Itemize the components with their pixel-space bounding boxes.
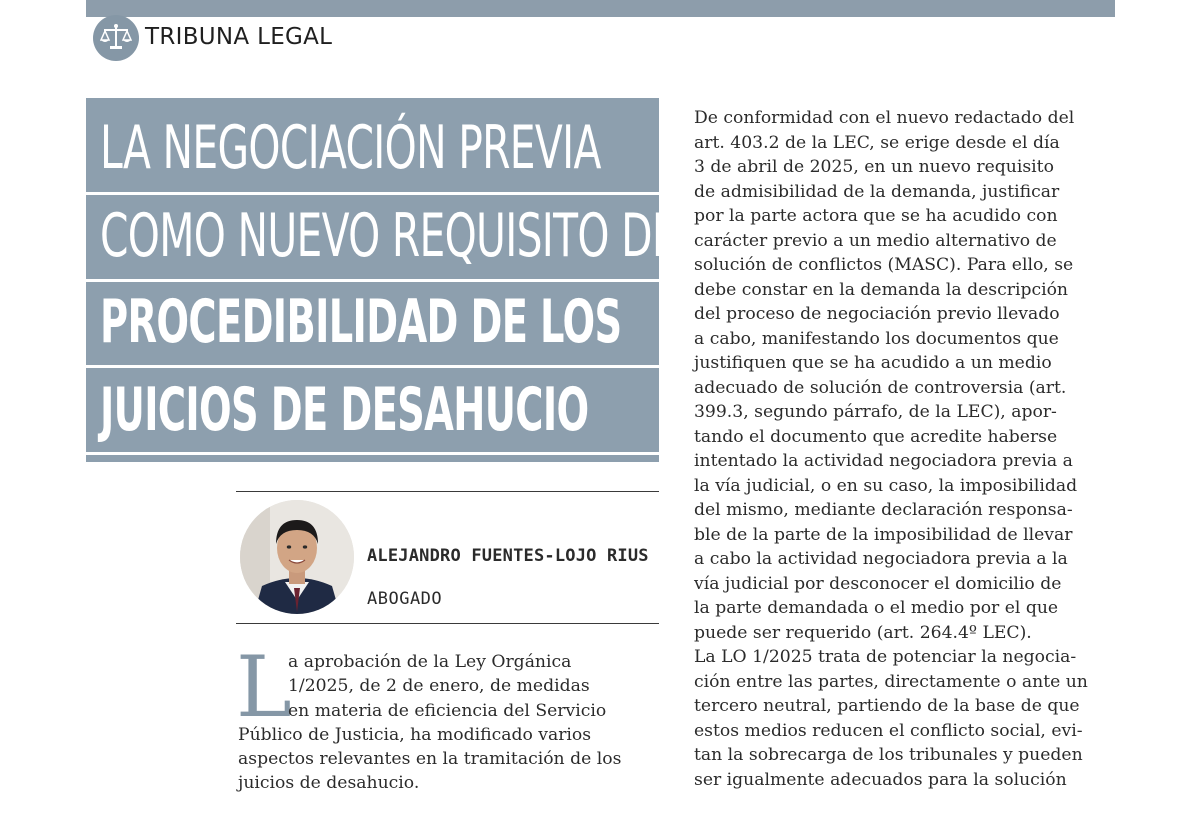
text-line: la parte demandada o el medio por el que	[694, 598, 1059, 618]
text-line: a cabo la actividad negociadora previa a la	[694, 549, 1068, 569]
author-bottom-rule	[236, 623, 659, 624]
section-badge	[93, 15, 139, 61]
text-line: Público de Justicia, ha modificado varios	[238, 724, 592, 745]
text-line: 1/2025, de 2 de enero, de medidas	[288, 676, 590, 697]
text-line: tando el documento que acredite haberse	[694, 426, 1058, 447]
text-line: por la parte actora que se ha acudido con	[694, 206, 1058, 226]
text-line: art. 403.2 de la LEC, se erige desde el día	[694, 132, 1060, 153]
text-line: intentado la actividad negociadora previa a	[694, 451, 1073, 471]
headline-divider	[86, 365, 659, 368]
headline-line-3: PROCEDIBILIDAD DE LOS	[100, 287, 622, 357]
text-line: solución de conflictos (MASC). Para ello, se	[694, 255, 1074, 275]
author-photo	[240, 500, 354, 614]
headline-divider	[86, 192, 659, 195]
text-line: La LO 1/2025 trata de potenciar la negocia-	[694, 647, 1077, 667]
text-line: estos medios reducen el conflicto social, evi-	[694, 720, 1083, 741]
text-line: adecuado de solución de controversia (art.	[694, 377, 1067, 398]
text-line: ser igualmente adecuados para la solución	[694, 769, 1067, 790]
text-line: a aprobación de la Ley Orgánica	[288, 652, 572, 672]
headline-box	[86, 98, 677, 462]
text-line: ción entre las partes, directamente o ante un	[694, 671, 1088, 692]
text-line: justifiquen que se ha acudido a un medio	[694, 353, 1052, 373]
drop-cap: L	[236, 638, 292, 736]
text-line: aspectos relevantes en la tramitación de los	[238, 749, 622, 770]
text-line: en materia de eficiencia del Servicio	[288, 700, 607, 721]
text-line: carácter previo a un medio alternativo de	[694, 230, 1057, 251]
headline-divider	[86, 452, 659, 455]
text-line: de admisibilidad de la demanda, justificar	[694, 181, 1060, 202]
section-label: TRIBUNA LEGAL	[145, 24, 333, 50]
author-top-rule	[236, 491, 659, 492]
text-line: tercero neutral, partiendo de la base de que	[694, 696, 1080, 716]
text-line: vía judicial por desconocer el domicilio de	[694, 573, 1062, 594]
text-line: juicios de desahucio.	[238, 773, 420, 794]
scales-icon	[100, 23, 132, 53]
author-role: ABOGADO	[367, 589, 443, 609]
intro-paragraph	[236, 638, 658, 796]
text-line: a cabo, manifestando los documentos que	[694, 328, 1059, 349]
text-line: ble de la parte de la imposibilidad de llevar	[694, 524, 1073, 545]
text-line: la vía judicial, o en su caso, la imposibilidad	[694, 475, 1078, 496]
headline-line-4: JUICIOS DE DESAHUCIO	[100, 375, 589, 445]
author-portrait	[240, 500, 354, 614]
text-line: 3 de abril de 2025, en un nuevo requisito	[694, 157, 1054, 177]
text-line: 399.3, segundo párrafo, de la LEC), apor-	[694, 402, 1057, 422]
headline-line-2: COMO NUEVO REQUISITO DE	[100, 201, 677, 271]
text-line: del proceso de negociación previo llevado	[694, 304, 1060, 324]
text-line: debe constar en la demanda la descripción	[694, 279, 1069, 300]
text-line: tan la sobrecarga de los tribunales y pueden	[694, 745, 1083, 765]
headline-line-1: LA NEGOCIACIÓN PREVIA	[100, 113, 601, 183]
text-line: del mismo, mediante declaración responsa-	[694, 500, 1073, 520]
text-line: De conformidad con el nuevo redactado del	[694, 108, 1075, 128]
top-bar	[86, 0, 1115, 17]
text-line: puede ser requerido (art. 264.4º LEC).	[694, 622, 1032, 643]
author-name: ALEJANDRO FUENTES-LOJO RIUS	[367, 546, 649, 566]
body-column-right	[694, 106, 1114, 792]
